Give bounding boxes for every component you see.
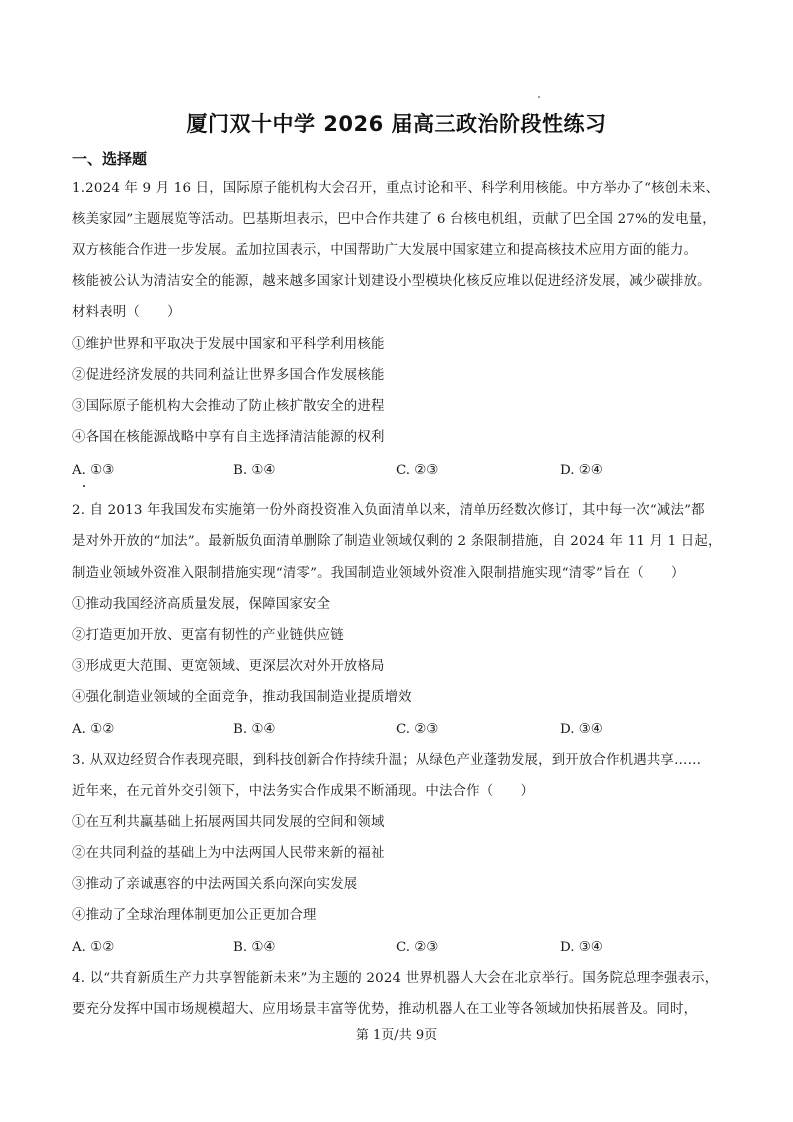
- question-text-line: 双方核能合作进一步发展。孟加拉国表示，中国帮助广大发展中国家建立和提高核技术应用方面的能力。: [72, 243, 698, 258]
- statement-4: ④各国在核能源战略中享有自主选择清洁能源的权利: [72, 430, 385, 445]
- question-text-line: 要充分发挥中国市场规模超大、应用场景丰富等优势，推动机器人在工业等各领域加快拓展普及。同时，: [72, 1002, 698, 1017]
- page-title: 厦门双十中学 2026 届高三政治阶段性练习: [186, 112, 607, 136]
- statement-1: ①在互利共赢基础上拓展两国共同发展的空间和领域: [72, 815, 385, 830]
- stray-mark: [538, 96, 540, 98]
- statement-1: ①推动我国经济高质量发展，保障国家安全: [72, 597, 331, 612]
- statement-4: ④推动了全球治理体制更加公正更加合理: [72, 908, 317, 923]
- choice-b: B. ①④: [233, 463, 276, 478]
- choice-c: C. ②③: [396, 463, 439, 478]
- question-text-line: 2. 自 2013 年我国发布实施第一份外商投资准入负面清单以来，清单历经数次修订，其中每一次“减法”都: [72, 503, 705, 518]
- question-text-line: 3. 从双边经贸合作表现亮眼，到科技创新合作持续升温；从绿色产业蓬勃发展，到开放合作机遇共享……: [72, 753, 702, 768]
- statement-2: ②促进经济发展的共同利益让世界多国合作发展核能: [72, 368, 385, 383]
- choice-a: A. ①③: [72, 463, 115, 478]
- statement-4: ④强化制造业领域的全面竞争，推动我国制造业提质增效: [72, 690, 412, 705]
- choice-d: D. ③④: [560, 940, 603, 955]
- choice-b: B. ①④: [233, 940, 276, 955]
- choice-c: C. ②③: [396, 940, 439, 955]
- stray-mark: [83, 485, 85, 487]
- statement-3: ③国际原子能机构大会推动了防止核扩散安全的进程: [72, 399, 385, 414]
- question-text-line: 是对外开放的“加法”。最新版负面清单删除了制造业领域仅剩的 2 条限制措施，自 2024 年 11 月 1 日起，: [72, 534, 722, 549]
- page-number: 第 1页/共 9页: [355, 1028, 438, 1043]
- question-text-line: 制造业领域外资准入限制措施实现“清零”。我国制造业领域外资准入限制措施实现“清零”旨在（ ）: [72, 566, 685, 581]
- choice-c: C. ②③: [396, 722, 439, 737]
- statement-2: ②在共同利益的基础上为中法两国人民带来新的福祉: [72, 846, 385, 861]
- question-text-line: 1.2024 年 9 月 16 日，国际原子能机构大会召开，重点讨论和平、科学利用核能。中方举办了“核创未来、: [72, 181, 720, 196]
- section-heading: 一、选择题: [72, 150, 148, 168]
- question-prompt: 材料表明（ ）: [72, 305, 181, 320]
- question-text-line: 核美家园”主题展览等活动。巴基斯坦表示，巴中合作共建了 6 台核电机组，贡献了巴全国 27%的发电量，: [72, 212, 716, 227]
- question-text-line: 近年来，在元首外交引领下，中法务实合作成果不断涌现。中法合作（ ）: [72, 784, 535, 799]
- statement-3: ③形成更大范围、更宽领域、更深层次对外开放格局: [72, 659, 385, 674]
- choice-d: D. ②④: [560, 463, 603, 478]
- choice-b: B. ①④: [233, 722, 276, 737]
- choice-a: A. ①②: [72, 940, 115, 955]
- choice-a: A. ①②: [72, 722, 115, 737]
- statement-2: ②打造更加开放、更富有韧性的产业链供应链: [72, 628, 344, 643]
- statement-1: ①维护世界和平取决于发展中国家和平科学利用核能: [72, 337, 385, 352]
- choice-d: D. ③④: [560, 722, 603, 737]
- question-text-line: 4. 以“共育新质生产力共享智能新未来”为主题的 2024 世界机器人大会在北京举行。国务院总理李强表示，: [72, 971, 719, 986]
- question-text-line: 核能被公认为清洁安全的能源，越来越多国家计划建设小型模块化核反应堆以促进经济发展，减少碳排放。: [72, 274, 711, 289]
- statement-3: ③推动了亲诚惠容的中法两国关系向深向实发展: [72, 877, 358, 892]
